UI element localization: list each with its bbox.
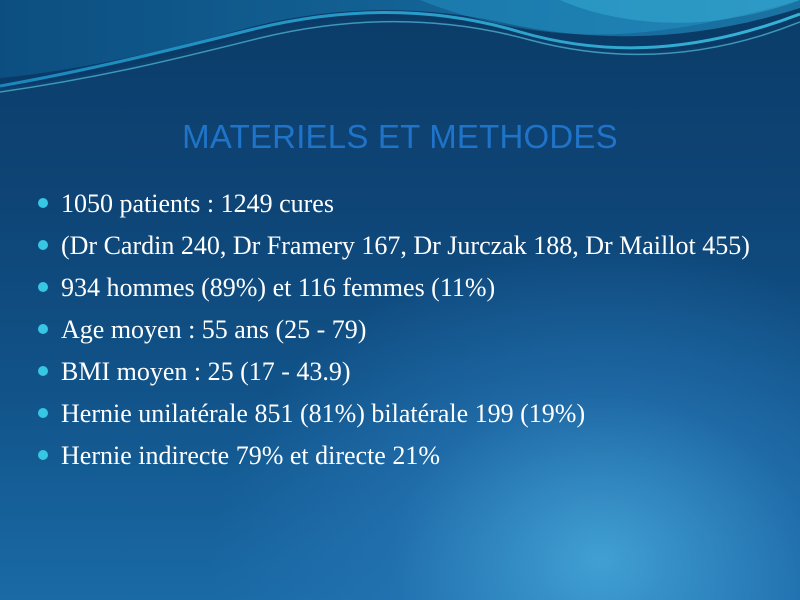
bullet-dot-icon [38,198,48,208]
list-item [38,230,758,261]
list-item-text: 934 hommes (89%) et 116 femmes (11%) [61,273,496,302]
list-item-text: (Dr Cardin 240, Dr Framery 167, Dr Jurczak 188, Dr Maillot 455) [61,231,750,260]
list-item-text: BMI moyen : 25 (17 - 43.9) [61,357,351,386]
list-item [38,188,758,219]
bullet-dot-icon [38,450,48,460]
slide-title: MATERIELS ET METHODES [182,118,618,155]
list-item [38,272,758,303]
bullet-dot-icon [38,366,48,376]
list-item [38,356,758,387]
bullet-dot-icon [38,408,48,418]
bullet-dot-icon [38,282,48,292]
bullet-dot-icon [38,324,48,334]
list-item-text: Hernie unilatérale 851 (81%) bilatérale 199 (19%) [61,399,586,428]
list-item [38,398,758,429]
bullet-list [38,188,758,482]
list-item [38,440,758,471]
bullet-dot-icon [38,240,48,250]
list-item-text: 1050 patients : 1249 cures [61,189,334,218]
header-wave-decoration [0,0,800,110]
list-item-text: Age moyen : 55 ans (25 - 79) [61,315,367,344]
list-item [38,314,758,345]
list-item-text: Hernie indirecte 79% et directe 21% [61,441,440,470]
